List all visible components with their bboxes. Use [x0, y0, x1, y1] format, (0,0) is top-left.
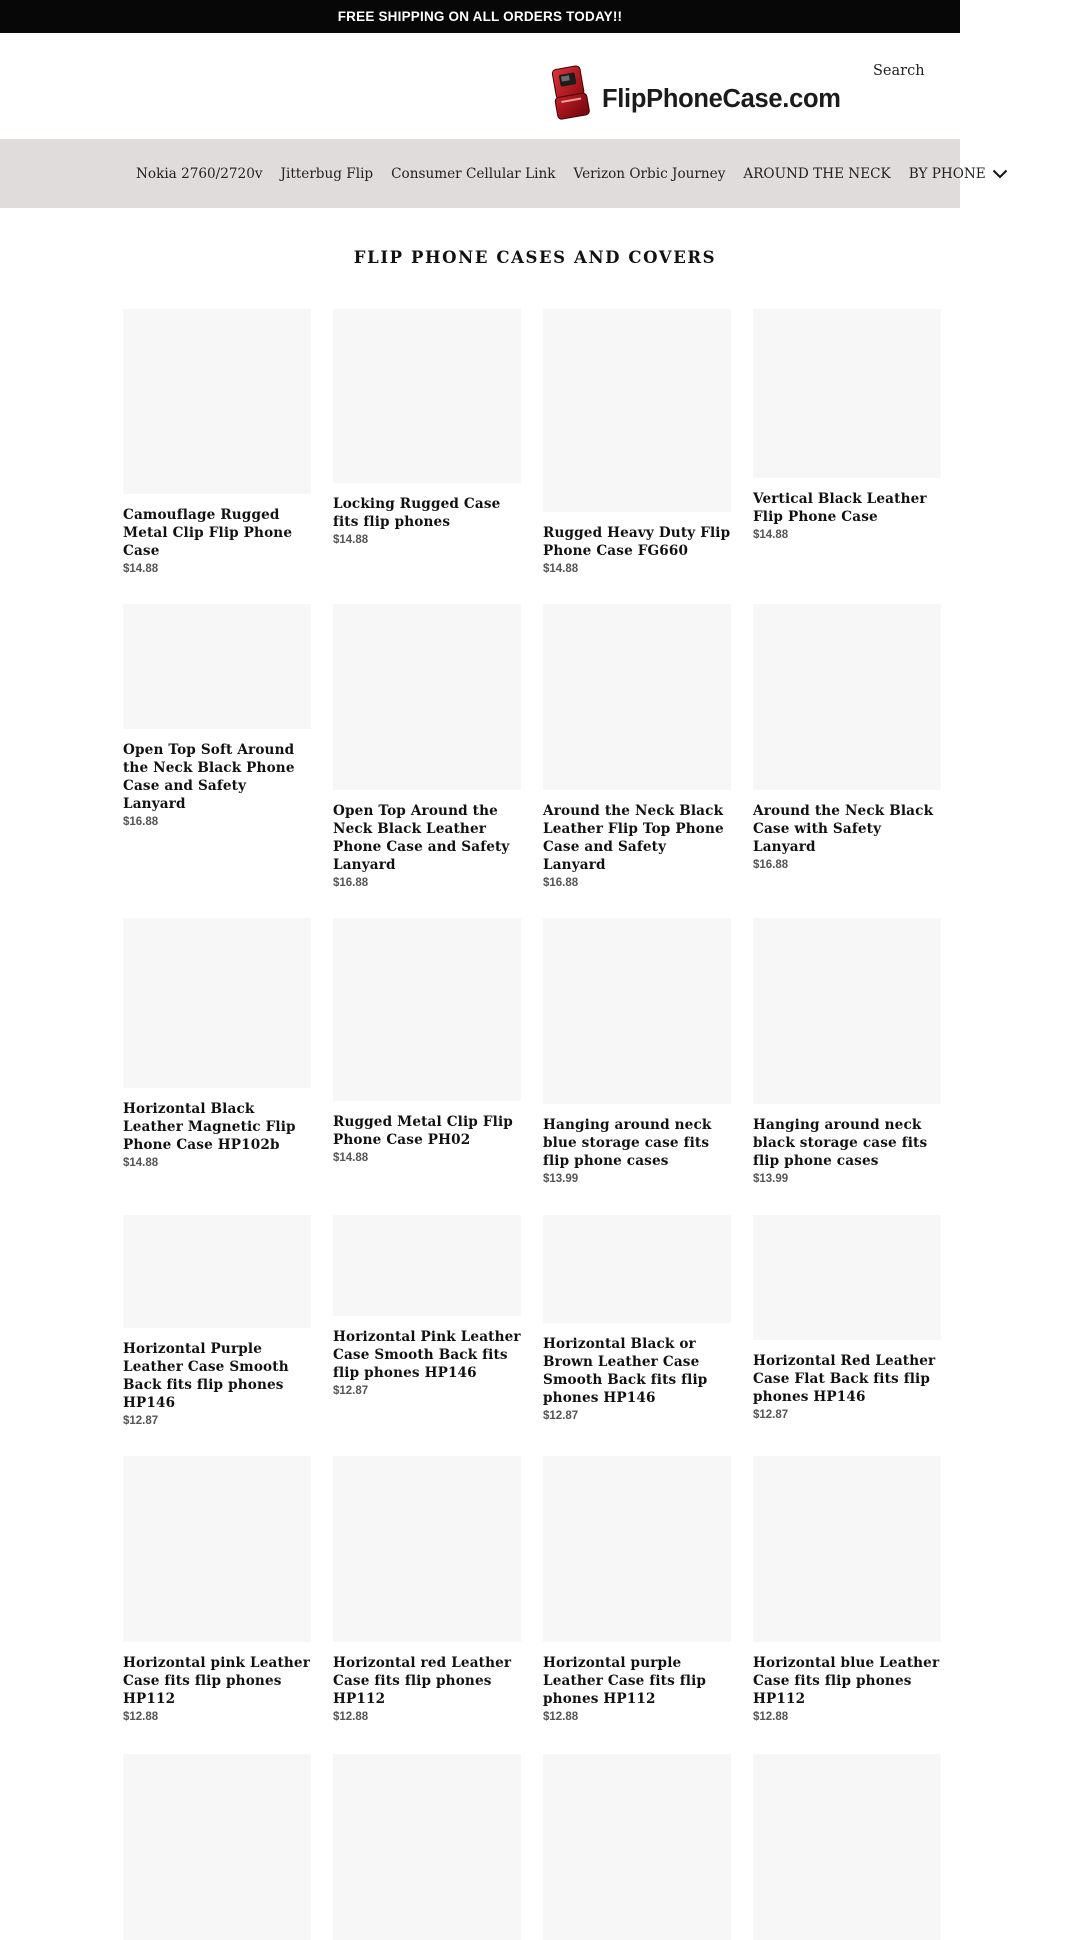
product-price: $12.87 — [543, 1410, 579, 1422]
product-image[interactable] — [543, 1215, 731, 1323]
product-image[interactable] — [333, 309, 521, 483]
product-image[interactable] — [753, 604, 941, 790]
product-image[interactable] — [753, 1754, 941, 1940]
product-image[interactable] — [333, 1456, 521, 1642]
product-image[interactable] — [753, 1215, 941, 1340]
product-title[interactable]: Horizontal Purple Leather Case Smooth Back fits flip phones HP146 — [123, 1341, 289, 1411]
product-price: $16.88 — [543, 877, 579, 889]
product-card[interactable] — [753, 1754, 941, 1940]
product-title[interactable]: Around the Neck Black Case with Safety Lanyard — [753, 803, 934, 855]
product-card[interactable] — [753, 309, 941, 541]
product-price: $14.88 — [753, 529, 789, 541]
product-card[interactable] — [543, 604, 731, 889]
product-price: $12.88 — [543, 1711, 579, 1723]
nav-item-label: BY PHONE — [908, 165, 986, 182]
product-card[interactable] — [333, 1456, 521, 1723]
product-price: $12.88 — [123, 1711, 159, 1723]
product-title[interactable]: Camouflage Rugged Metal Clip Flip Phone Case — [123, 507, 293, 559]
product-image[interactable] — [123, 1754, 311, 1940]
search-link[interactable]: Search — [873, 63, 925, 79]
product-price: $12.87 — [123, 1415, 159, 1427]
product-title[interactable]: Vertical Black Leather Flip Phone Case — [753, 491, 927, 525]
product-title[interactable]: Rugged Metal Clip Flip Phone Case PH02 — [333, 1114, 513, 1148]
logo-text: FlipPhoneCase.com — [602, 84, 841, 113]
product-card[interactable] — [123, 309, 311, 575]
product-card[interactable] — [543, 1215, 731, 1422]
product-card[interactable] — [333, 309, 521, 546]
product-image[interactable] — [333, 604, 521, 790]
nav-item-label: Consumer Cellular Link — [391, 165, 556, 182]
product-title[interactable]: Horizontal Red Leather Case Flat Back fits flip phones HP146 — [753, 1353, 936, 1405]
product-card[interactable] — [123, 1215, 311, 1427]
product-title[interactable]: Hanging around neck black storage case fits flip phone cases — [753, 1117, 928, 1169]
product-card[interactable] — [753, 1456, 941, 1723]
product-title[interactable]: Open Top Soft Around the Neck Black Phone Case and Safety Lanyard — [123, 742, 295, 812]
product-card[interactable] — [123, 604, 311, 828]
product-image[interactable] — [333, 1215, 521, 1316]
product-card[interactable] — [753, 1215, 941, 1421]
product-price: $14.88 — [123, 563, 159, 575]
product-title[interactable]: Horizontal blue Leather Case fits flip phones HP112 — [753, 1655, 940, 1707]
product-image[interactable] — [753, 1456, 941, 1642]
product-image[interactable] — [123, 1215, 311, 1328]
product-image[interactable] — [333, 918, 521, 1101]
product-price: $16.88 — [333, 877, 369, 889]
product-card[interactable] — [333, 604, 521, 889]
product-title[interactable]: Horizontal red Leather Case fits flip phones HP112 — [333, 1655, 512, 1707]
product-price: $12.88 — [753, 1711, 789, 1723]
product-card[interactable] — [333, 1754, 521, 1940]
product-image[interactable] — [753, 918, 941, 1104]
product-image[interactable] — [123, 1456, 311, 1642]
product-card[interactable] — [333, 1215, 521, 1397]
product-title[interactable]: Horizontal Black Leather Magnetic Flip Phone Case HP102b — [123, 1101, 296, 1153]
product-title[interactable]: Horizontal purple Leather Case fits flip phones HP112 — [543, 1655, 707, 1707]
product-card[interactable] — [543, 918, 731, 1185]
product-image[interactable] — [753, 309, 941, 478]
collection-title: FLIP PHONE CASES AND COVERS — [353, 248, 717, 267]
product-price: $16.88 — [753, 859, 789, 871]
product-image[interactable] — [543, 1754, 731, 1940]
product-image[interactable] — [543, 918, 731, 1104]
product-card[interactable] — [543, 1754, 731, 1940]
product-price: $12.88 — [333, 1711, 369, 1723]
product-title[interactable]: Locking Rugged Case fits flip phones — [333, 496, 501, 530]
product-price: $12.87 — [753, 1409, 789, 1421]
announcement-text: FREE SHIPPING ON ALL ORDERS TODAY!! — [337, 9, 623, 24]
chevron-down-icon — [992, 169, 1008, 179]
product-title[interactable]: Rugged Heavy Duty Flip Phone Case FG660 — [543, 525, 731, 559]
product-image[interactable] — [123, 604, 311, 729]
product-card[interactable] — [123, 1754, 311, 1940]
product-card[interactable] — [123, 1456, 311, 1723]
product-card[interactable] — [753, 918, 941, 1185]
product-title[interactable]: Horizontal pink Leather Case fits flip phones HP112 — [123, 1655, 311, 1707]
product-price: $13.99 — [543, 1173, 579, 1185]
product-image[interactable] — [123, 918, 311, 1088]
product-title[interactable]: Open Top Around the Neck Black Leather Phone Case and Safety Lanyard — [333, 803, 510, 873]
product-price: $14.88 — [333, 1152, 369, 1164]
product-card[interactable] — [543, 309, 731, 575]
product-card[interactable] — [543, 1456, 731, 1723]
nav-item-label: Nokia 2760/2720v — [136, 165, 263, 182]
product-title[interactable]: Hanging around neck blue storage case fits flip phone cases — [543, 1117, 712, 1169]
product-title[interactable]: Horizontal Black or Brown Leather Case Smooth Back fits flip phones HP146 — [543, 1336, 708, 1406]
product-price: $14.88 — [543, 563, 579, 575]
product-image[interactable] — [543, 604, 731, 790]
product-card[interactable] — [123, 918, 311, 1169]
product-price: $13.99 — [753, 1173, 789, 1185]
product-image[interactable] — [543, 309, 731, 512]
product-card[interactable] — [753, 604, 941, 871]
nav-item-label: AROUND THE NECK — [743, 165, 891, 182]
product-price: $12.87 — [333, 1385, 369, 1397]
product-image[interactable] — [543, 1456, 731, 1642]
nav-item-label: Verizon Orbic Journey — [573, 165, 726, 182]
product-price: $14.88 — [123, 1157, 159, 1169]
product-title[interactable]: Horizontal Pink Leather Case Smooth Back fits flip phones HP146 — [333, 1329, 521, 1381]
product-image[interactable] — [333, 1754, 521, 1940]
product-title[interactable]: Around the Neck Black Leather Flip Top Phone Case and Safety Lanyard — [543, 803, 724, 873]
product-image[interactable] — [123, 309, 311, 494]
product-price: $14.88 — [333, 534, 369, 546]
nav-item-label: Jitterbug Flip — [280, 165, 374, 182]
product-price: $16.88 — [123, 816, 159, 828]
product-card[interactable] — [333, 918, 521, 1164]
